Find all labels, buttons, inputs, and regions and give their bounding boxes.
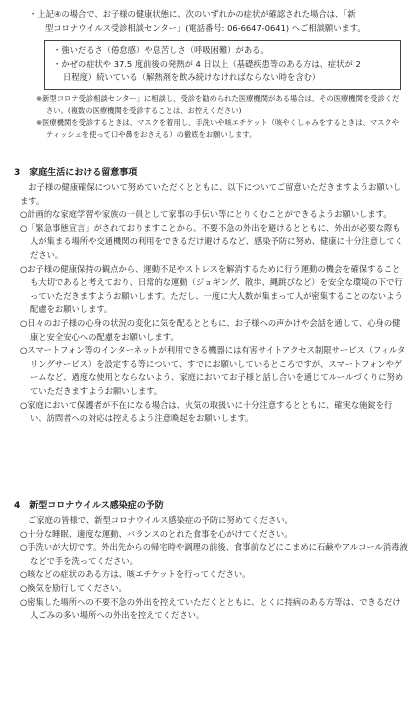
intro-line-2: 型コロナウイルス受診相談センター」(電話番号: 06-6647-0641) へご相談願います。 [45, 22, 366, 33]
section-4-item-3: ○咳などの症状のある方は、咳エチケットを行ってください。 [20, 569, 251, 580]
intro-line-1: ・上記④の場合で、お子様の健康状態に、次のいずれかの症状が確認された場合は、「新 [29, 9, 356, 19]
section-4-item-4: ○換気を励行してください。 [20, 582, 127, 593]
section-4-item-1: ○十分な睡眠、適度な運動、バランスのとれた食事を心がけてください。 [20, 528, 293, 539]
symptom-box [44, 40, 401, 90]
section-4-intro: ご家庭の皆様で、新型コロナウイルス感染症の予防に努めてください。 [28, 515, 293, 525]
section-4-item-2: ○手洗いが大切です。外出先からの帰宅時や調理の前後、食事前などにこまめに石鹸やアルコール消毒液などで手を洗ってください。 [20, 542, 408, 566]
section-3-item-1: ○計画的な家庭学習や家族の一員として家事の手伝い等にとりくむことができるようお願いします。 [20, 209, 392, 220]
section-3-item-5: ○スマートフォン等のインターネットが利用できる機器には有害サイトアクセス制限サービス（フィルタリングサービス）を設定する等について、すでにお願いしているところですが、スマートフォンやゲームなど、過度な使用とならないよう、家庭においてお子様と話し合いを通じてルールづくりに努めていただきますようお願いします。 [20, 345, 406, 396]
notes [36, 93, 406, 141]
section-4-body [20, 514, 408, 623]
section-3-item-4: ○日々のお子様の心身の状況の変化に気を配るとともに、お子様への声かけや会話を通して、心身の健康と安全安心への配慮をお願いします。 [20, 317, 401, 342]
section-3-item-3: ○お子様の健康保持の観点から、運動不足やストレスを解消するために行う運動の機会を確保することも大切であると考えており、日常的な運動（ジョギング、散歩、縄跳びなど）を安全な環境の下で行っていただきますようお願いします。ただし、一度に大人数が集まって人が密集することのないよう配慮をお願いします。 [20, 263, 403, 315]
section-3-heading: 3 家庭生活における留意事項 [14, 168, 138, 178]
section-4-item-5: ○密集した場所への不要不急の外出を控えていただくとともに、とくに持病のある方等は、できるだけ人ごみの多い場所への外出を控えてください。 [20, 596, 401, 621]
note-1: ※新型コロナ受診相談センター」に相談し、受診を勧められた医療機関がある場合は、その医療機関を受診ください。(複数の医療機関を受診することは、お控えください) [36, 94, 400, 115]
section-4-heading: 4 新型コロナウイルス感染症の予防 [14, 501, 164, 511]
section-3-item-2: ○「緊急事態宣言」がされておりますことから、不要不急の外出を避けるとともに、外出が必要な際も人が集まる場所や交通機関の利用をできるだけ避けるなど、感染予防に努め、健康に十分注意してください。 [20, 222, 404, 260]
symptom-item-2a: ・かぜの症状や 37.5 度前後の発熱が 4 日以上（基礎疾患等のある方は、症状が 2 [53, 58, 361, 69]
section-3-intro: お子様の健康確保について努めていただくとともに、以下についてご留意いただきますようお願いします。 [20, 182, 402, 206]
symptom-item-2b: 日程度）続いている（解熱剤を飲み続けなければならない時を含む） [63, 72, 321, 83]
intro-paragraph [29, 8, 409, 35]
section-3-item-6: ○家庭において保護者が不在になる場合は、火気の取扱いに十分注意するとともに、確実な施錠を行い、訪問者への対応は控えるよう注意喚起をお願いします。 [20, 399, 393, 424]
note-2: ※医療機関を受診するときは、マスクを着用し、手洗いや咳エチケット（咳やくしゃみをするときは、マスクやティッシュを使って口や鼻をおさえる）の徹底をお願いします。 [36, 118, 400, 139]
symptom-item-1: ・強いだるさ（倦怠感）や息苦しさ（呼吸困難）がある。 [53, 45, 269, 55]
section-3-body [20, 181, 408, 426]
